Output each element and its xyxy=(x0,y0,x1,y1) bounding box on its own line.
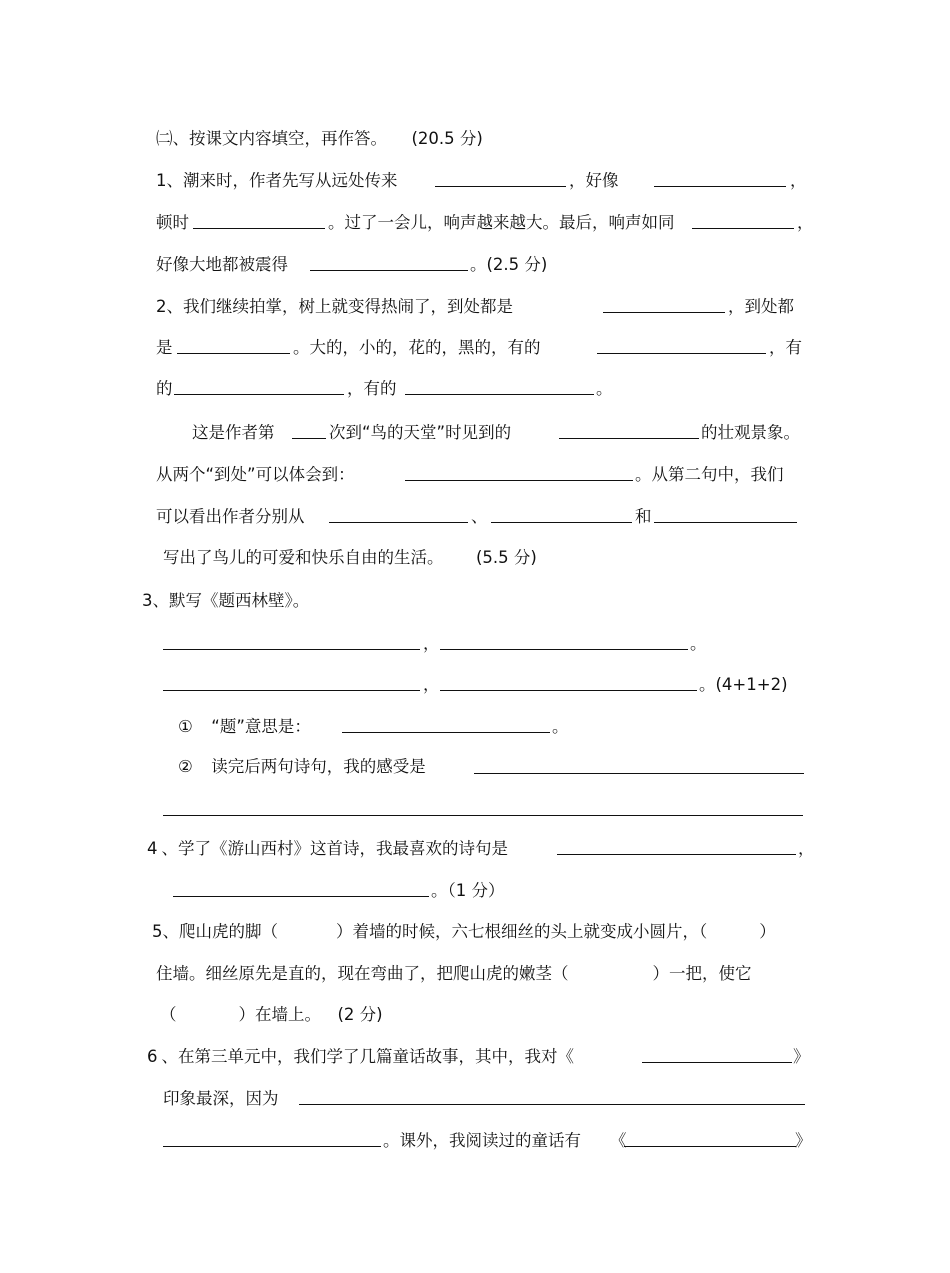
q1-text-e: 。过了一会儿，响声越来越大。最后，响声如同 xyxy=(328,213,675,232)
q6-text-b: 》 xyxy=(793,1047,810,1066)
q3-poem-blank-2[interactable] xyxy=(440,649,688,650)
q3-sub1-marker: ① xyxy=(178,717,193,736)
q2-blank-9[interactable] xyxy=(329,522,468,523)
q2-text-f: 的 xyxy=(156,379,173,398)
q5-line-2 xyxy=(156,963,752,985)
q2-blank-2[interactable] xyxy=(177,353,290,354)
q3-poem-blank-1[interactable] xyxy=(163,649,420,650)
q2-text-n: 可以看出作者分别从 xyxy=(156,507,305,526)
q5-number: 5、 xyxy=(152,922,179,941)
q2-blank-8[interactable] xyxy=(405,480,633,481)
section-score: (20.5 分) xyxy=(411,129,483,148)
q5-text-a: 爬山虎的脚（ xyxy=(179,922,278,941)
q3-sub2-blank-2[interactable] xyxy=(163,815,803,816)
q2-text-b: ，到处都 xyxy=(728,297,794,316)
q1-line-1 xyxy=(156,170,398,192)
q1-text-g: 好像大地都被震得 xyxy=(156,255,288,274)
q1-blank-1[interactable] xyxy=(435,186,566,187)
q1-ending xyxy=(470,254,547,276)
q5-text-g: ）在墙上。 xyxy=(238,1005,321,1024)
q2-text-c: 是 xyxy=(156,338,173,357)
q6-blank-1[interactable] xyxy=(642,1062,792,1063)
q1-number: 1、 xyxy=(156,171,183,190)
q1-text-f: ， xyxy=(797,213,814,232)
q1-text-c: ， xyxy=(790,171,807,190)
q1-blank-5[interactable] xyxy=(310,270,468,271)
q5-text-b: ）着墙的时候，六七根细丝的头上就变成小圆片，（ xyxy=(336,922,708,941)
q2-line-1 xyxy=(156,296,513,318)
q3-poem-blank-4[interactable] xyxy=(440,690,697,691)
q3-number: 3、 xyxy=(142,591,169,610)
q2-text-l: 从两个“到处”可以体会到： xyxy=(156,465,355,484)
q4-score: （1 分） xyxy=(447,881,505,900)
q6-text-f: 》 xyxy=(795,1131,812,1150)
q5-score: (2 分) xyxy=(337,1005,383,1024)
q5-text-f: （ xyxy=(160,1005,177,1024)
q6-line-1 xyxy=(147,1046,574,1068)
q3-sub1-text: “题”意思是： xyxy=(211,717,311,736)
q1-text-b: ，好像 xyxy=(569,171,619,190)
q3-sub2-text: 读完后两句诗句，我的感受是 xyxy=(211,757,426,776)
q2-text-k: 的壮观景象。 xyxy=(701,423,800,442)
q3-sub2-marker: ② xyxy=(178,757,193,776)
q2-text-a: 我们继续拍掌，树上就变得热闹了，到处都是 xyxy=(183,297,513,316)
q4-text-a: 、学了《游山西村》这首诗，我最喜欢的诗句是 xyxy=(161,839,508,858)
q5-line-3 xyxy=(160,1004,383,1026)
q2-text-i: 这是作者第 xyxy=(192,423,275,442)
q3-comma-1: ， xyxy=(423,634,440,653)
q2-blank-4[interactable] xyxy=(174,394,344,395)
q2-text-h: 。 xyxy=(596,379,613,398)
section-label: ㈡、按课文内容填空，再作答。 xyxy=(156,129,387,148)
q6-text-e: 《 xyxy=(610,1131,627,1150)
q2-text-d: 。大的，小的，花的，黑的，有的 xyxy=(293,338,541,357)
q3-comma-2: ， xyxy=(423,675,440,694)
q2-number: 2、 xyxy=(156,297,183,316)
q5-line-1 xyxy=(152,921,776,943)
q6-blank-2[interactable] xyxy=(299,1104,805,1105)
q3-sub2-blank-1[interactable] xyxy=(474,773,804,774)
q2-text-q: 写出了鸟儿的可爱和快乐自由的生活。 xyxy=(163,548,444,567)
q4-text-b: ， xyxy=(798,839,815,858)
q2-ending xyxy=(163,547,537,569)
q4-number: 4 xyxy=(147,839,158,858)
q2-text-p: 和 xyxy=(635,507,652,526)
q3-heading xyxy=(142,590,309,612)
q4-text-c: 。 xyxy=(431,881,448,900)
q2-text-g: ，有的 xyxy=(347,379,397,398)
q2-blank-3[interactable] xyxy=(597,353,766,354)
q1-text-a: 潮来时，作者先写从远处传来 xyxy=(183,171,398,190)
q1-blank-4[interactable] xyxy=(692,228,794,229)
q2-text-m: 。从第二句中，我们 xyxy=(635,465,784,484)
q2-text-j: 次到“鸟的天堂”时见到的 xyxy=(329,423,512,442)
q2-text-e: ，有 xyxy=(769,338,802,357)
q2-blank-6[interactable] xyxy=(292,438,326,439)
q1-score: (2.5 分) xyxy=(486,255,548,274)
q2-blank-5[interactable] xyxy=(405,394,594,395)
q1-blank-3[interactable] xyxy=(193,228,325,229)
q5-text-c: ） xyxy=(759,922,776,941)
q4-line-1 xyxy=(147,838,508,860)
q3-sub2 xyxy=(178,756,426,778)
q6-number: 6 xyxy=(147,1047,158,1066)
q5-text-e: ）一把，使它 xyxy=(652,964,752,983)
q3-score: (4+1+2) xyxy=(715,675,788,694)
q3-title: 默写《题西林壁》。 xyxy=(169,591,310,610)
q4-ending xyxy=(431,880,505,902)
q4-blank-1[interactable] xyxy=(557,854,796,855)
q5-text-d: 住墙。细丝原先是直的，现在弯曲了，把爬山虎的嫩茎（ xyxy=(156,964,569,983)
q1-text-h: 。 xyxy=(470,255,487,274)
q2-blank-7[interactable] xyxy=(559,438,699,439)
q3-period-1: 。 xyxy=(690,634,707,653)
q4-blank-2[interactable] xyxy=(173,896,429,897)
q6-text-c: 印象最深，因为 xyxy=(163,1089,279,1108)
q3-line-end xyxy=(699,674,788,696)
q2-blank-11[interactable] xyxy=(654,522,797,523)
q3-sub1-end: 。 xyxy=(552,717,569,736)
q1-blank-2[interactable] xyxy=(654,186,786,187)
q6-blank-4[interactable] xyxy=(624,1146,796,1147)
q2-blank-10[interactable] xyxy=(491,522,632,523)
q2-text-o: 、 xyxy=(471,507,488,526)
q2-score: (5.5 分) xyxy=(476,548,537,567)
q6-text-a: 、在第三单元中，我们学了几篇童话故事，其中，我对《 xyxy=(161,1047,574,1066)
q3-poem-blank-3[interactable] xyxy=(163,690,420,691)
q3-period-2: 。 xyxy=(699,675,716,694)
q3-sub1-blank[interactable] xyxy=(342,732,550,733)
q6-text-d: 。课外，我阅读过的童话有 xyxy=(383,1131,581,1150)
q6-blank-3[interactable] xyxy=(163,1146,381,1147)
q1-text-d: 顿时 xyxy=(156,213,189,232)
q2-blank-1[interactable] xyxy=(603,312,725,313)
q3-sub1 xyxy=(178,716,311,738)
section-heading xyxy=(156,128,483,150)
